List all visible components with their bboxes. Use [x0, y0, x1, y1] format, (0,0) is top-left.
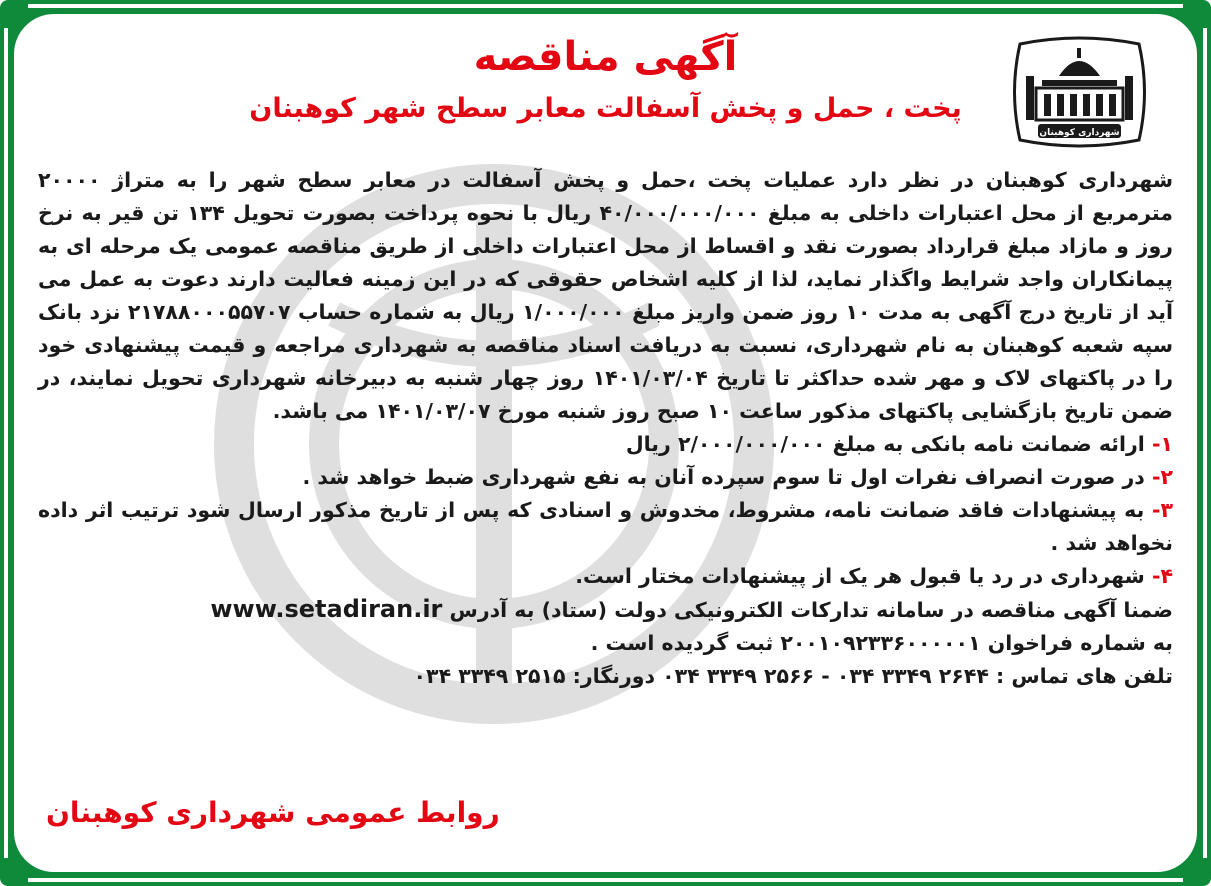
item-text: شهرداری در رد یا قبول هر یک از پیشنهادات مختار است. — [575, 564, 1152, 588]
item-text: در صورت انصراف نفرات اول تا سوم سپرده آنان به نفع شهرداری ضبط خواهد شد . — [302, 465, 1152, 489]
item-number: ۳- — [1151, 498, 1173, 522]
setad-line: ضمنا آگهی مناقصه در سامانه تدارکات الکترونیکی دولت (ستاد) به آدرس — [449, 598, 1173, 622]
logo-caption: شهرداری کوهبنان — [1039, 128, 1120, 138]
contact-line: تلفن های تماس : ۲۶۴۴ ۳۳۴۹ ۰۳۴ - ۲۵۶۶ ۳۳۴۹ ۰۳۴ دورنگار: ۲۵۱۵ ۳۳۴۹ ۰۳۴ — [413, 664, 1173, 688]
item-number: ۲- — [1151, 465, 1173, 489]
notice-title: آگهی مناقصه — [473, 34, 738, 80]
setad-url: www.setadiran.ir — [210, 595, 443, 623]
notice-panel — [14, 14, 1197, 872]
main-paragraph: شهرداری کوهبنان در نظر دارد عملیات پخت ،حمل و پخش آسفالت در معابر سطح شهر را به متراژ ۲۰۰۰۰ مترمربع از محل اعتبارات داخلی به مبلغ ۴۰/۰۰۰/۰۰۰/۰۰۰ ریال با نحوه پرداخت بصورت تحویل ۱۳۴ تن قیر به نرخ روز و مازاد مبلغ قرارداد بصورت نقد و اقساط از محل اعتبارات داخلی از طریق مناقصه عمومی یک مرحله ای به پیمانکاران واجد شرایط واگذار نماید، لذا از کلیه اشخاص حقوقی که در این زمینه فعالیت دارند دعوت به عمل می آید از تاریخ درج آگهی به مدت ۱۰ روز ضمن واریز مبلغ ۱/۰۰۰/۰۰۰ ریال به شماره حساب ۲۱۷۸۸۰۰۰۵۵۷۰۷ نزد بانک سپه شعبه کوهبنان به نام شهرداری، نسبت به دریافت اسناد مناقصه به شهرداری مراجعه و قیمت پیشنهادی خود را در پاکتهای لاک و مهر شده حداکثر تا تاریخ ۱۴۰۱/۰۳/۰۴ روز چهار شنبه به دبیرخانه شهرداری تحویل نمایند، در ضمن تاریخ بازگشایی پاکتهای مذکور ساعت ۱۰ صبح روز شنبه مورخ ۱۴۰۱/۰۳/۰۷ می باشد. — [38, 168, 1174, 423]
frame-stripe-top — [28, 4, 1183, 8]
item-text: به پیشنهادات فاقد ضمانت نامه، مشروط، مخدوش و اسنادی که پس از تاریخ مذکور ارسال شود ترتیب اثر داده نخواهد شد . — [38, 498, 1173, 555]
municipality-logo — [1012, 36, 1147, 148]
notice-subtitle: پخت ، حمل و پخش آسفالت معابر سطح شهر کوهبنان — [249, 93, 962, 124]
list-item — [38, 494, 1173, 560]
setad-call-number: به شماره فراخوان ۲۰۰۱۰۹۲۳۳۶۰۰۰۰۰۱ ثبت گردیده است . — [590, 631, 1173, 655]
frame-stripe-left — [4, 28, 8, 858]
list-item — [38, 560, 1173, 593]
list-item — [38, 428, 1173, 461]
frame-stripe-right — [1203, 28, 1207, 858]
list-item — [38, 461, 1173, 494]
setad-notice — [38, 593, 1173, 627]
item-text: ارائه ضمانت نامه بانکی به مبلغ ۲/۰۰۰/۰۰۰/۰۰۰ ریال — [625, 432, 1152, 456]
item-number: ۱- — [1151, 432, 1173, 456]
item-number: ۴- — [1151, 564, 1173, 588]
public-relations-signature: روابط عمومی شهرداری کوهبنان — [46, 796, 500, 829]
frame-stripe-bottom — [28, 878, 1183, 882]
notice-body — [38, 164, 1173, 693]
